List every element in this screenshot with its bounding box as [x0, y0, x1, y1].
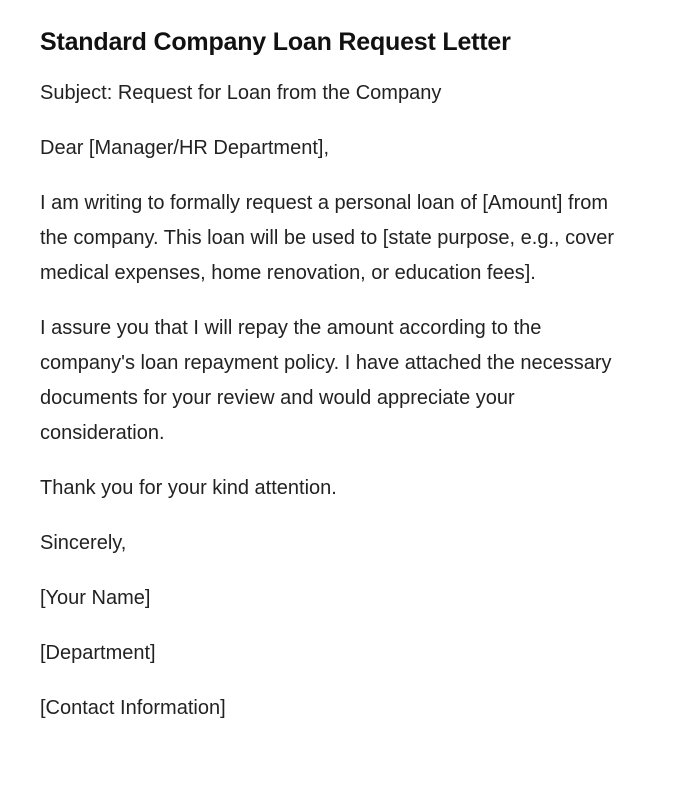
closing-line: Sincerely, — [40, 532, 127, 554]
page-title: Standard Company Loan Request Letter — [40, 28, 511, 56]
body-paragraph-2: I assure you that I will repay the amount according to the company's loan repayment policy. I have attached the necessary documents for your review and would appreciate your consideration. — [40, 317, 612, 444]
signature-contact: [Contact Information] — [40, 697, 226, 719]
body-paragraph-1: I am writing to formally request a personal loan of [Amount] from the company. This loan will be used to [state purpose, e.g., cover medical expenses, home renovation, or education fees]. — [40, 192, 615, 284]
signature-name: [Your Name] — [40, 587, 151, 609]
thanks-line: Thank you for your kind attention. — [40, 477, 337, 499]
salutation: Dear [Manager/HR Department], — [40, 137, 330, 159]
subject-line: Subject: Request for Loan from the Company — [40, 82, 442, 104]
signature-department: [Department] — [40, 642, 156, 664]
